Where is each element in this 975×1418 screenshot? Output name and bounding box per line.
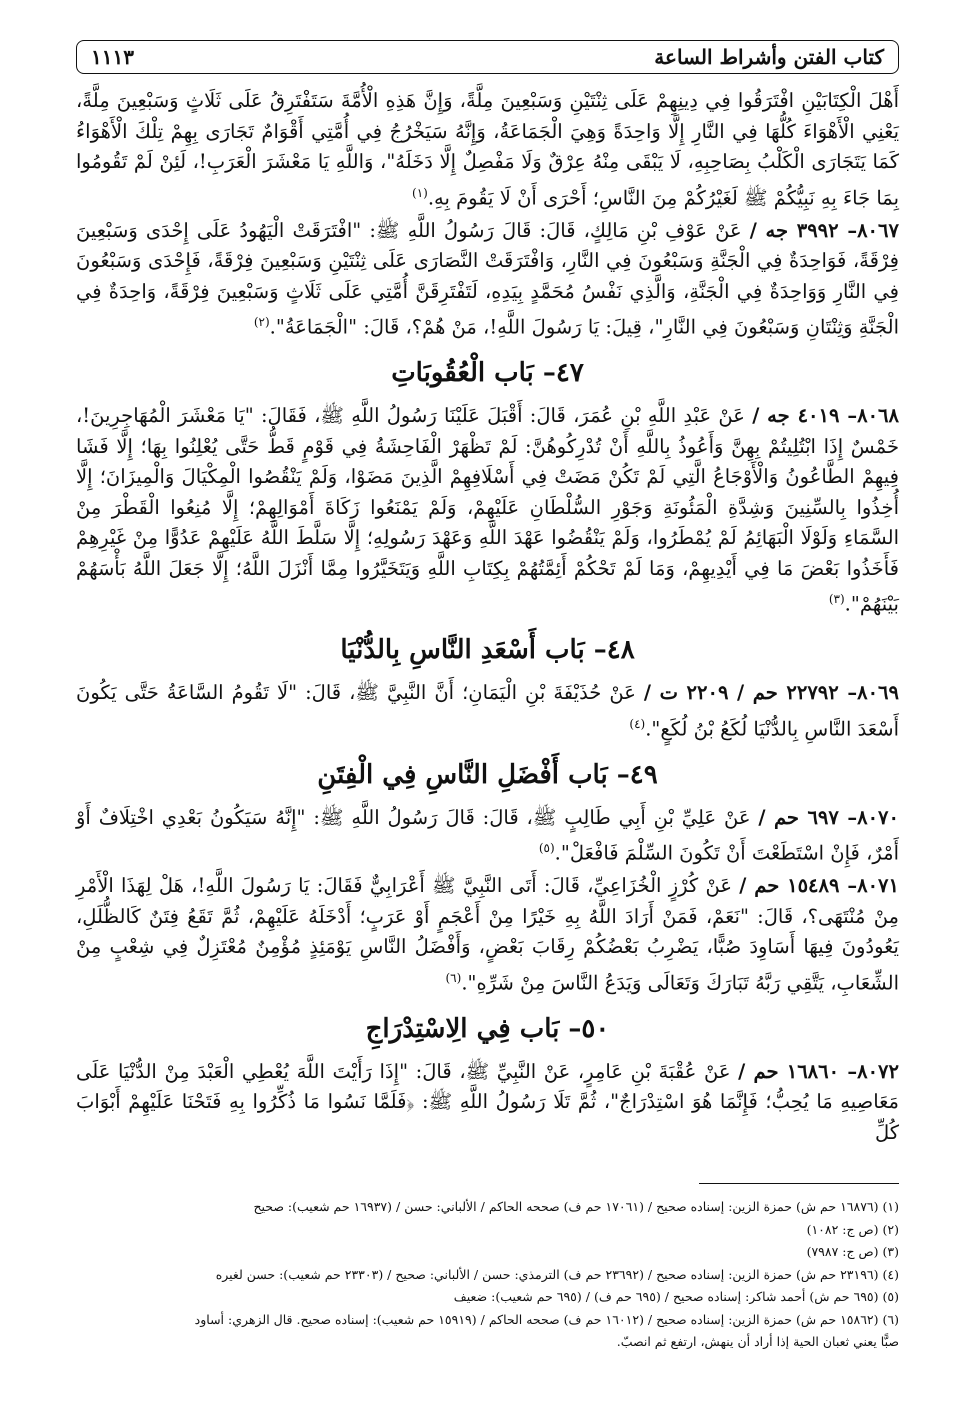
intro-paragraph xyxy=(76,86,899,214)
running-header xyxy=(76,40,899,74)
hadith-number: ٨٠٧١– ١٥٤٨٩ حم / xyxy=(739,874,899,897)
footnote-ref[interactable]: (١) xyxy=(412,185,428,200)
hadith-8071 xyxy=(76,871,899,999)
chapter-heading-48: ٤٨– بَاب أَسْعَدِ النَّاسِ بِالدُّنْيَا xyxy=(340,635,635,665)
hadith-text: عَنْ عَبْدِ اللَّهِ بْنِ عُمَرَ، قَالَ: أَقْبَلَ عَلَيْنَا رَسُولُ اللَّهِ ﷺ، فَقَالَ: "يَا مَعْشَرَ الْمُهَاجِرِينَ!، خَمْسٌ إِذَا ابْتُلِيتُمْ بِهِنَّ وَأَعُوذُ بِاللَّهِ أَنْ تُدْرِكُوهُنَّ: لَمْ تَظْهَرْ الْفَاحِشَةُ فِي قَوْمٍ قَطُّ حَتَّى يُعْلِنُوا بِهَا؛ إِلَّا فَشَا فِيهِمْ الطَّاعُونُ وَالْأَوْجَاعُ الَّتِي لَمْ تَكُنْ مَضَتْ فِي أَسْلَافِهِمْ الَّذِينَ مَضَوْا، وَلَمْ يَنْقُصُوا الْمِكْيَالَ وَالْمِيزَانَ؛ إِلَّا أُخِذُوا بِالسِّنِينَ وَشِدَّةِ الْمَئُونَةِ وَجَوْرِ السُّلْطَانِ عَلَيْهِمْ، وَلَمْ يَمْنَعُوا زَكَاةَ أَمْوَالِهِمْ؛ إِلَّا مُنِعُوا الْقَطْرَ مِنْ السَّمَاءِ وَلَوْلَا الْبَهَائِمُ لَمْ يُمْطَرُوا، وَلَمْ يَنْقُضُوا عَهْدَ اللَّهِ وَعَهْدَ رَسُولِهِ؛ إِلَّا سَلَّطَ اللَّهُ عَلَيْهِمْ عَدُوًّا مِنْ غَيْرِهِمْ فَأَخَذُوا بَعْضَ مَا فِي أَيْدِيهِمْ، وَمَا لَمْ تَحْكُمْ أَئِمَّتُهُمْ بِكِتَابِ اللَّهِ وَيَتَخَيَّرُوا مِمَّا أَنْزَلَ اللَّهُ؛ إِلَّا جَعَلَ اللَّهُ بَأْسَهُمْ بَيْنَهُمْ". xyxy=(76,404,899,616)
hadith-8068 xyxy=(76,401,899,620)
chapter-heading-49: ٤٩– بَاب أَفْضَلِ النَّاسِ فِي الْفِتَنِ xyxy=(317,759,658,790)
footnote-3: (٣) (ص ج: ٧٩٨٧) xyxy=(806,1244,899,1259)
footnote-divider xyxy=(699,1183,899,1184)
hadith-number: ٨٠٦٨– ٤٠١٩ جه / xyxy=(752,404,899,427)
hadith-text: عَنْ حُذَيْفَةَ بْنِ الْيَمَانِ؛ أَنَّ النَّبِيَّ ﷺ، قَالَ: "لَا تَقُومُ السَّاعَةُ حَتَّى يَكُونَ أَسْعَدَ النَّاسِ بِالدُّنْيَا لُكَعُ بْنُ لُكَعٍ". xyxy=(76,681,899,740)
book-title: كتاب الفتن وأشراط الساعة xyxy=(654,45,884,69)
hadith-8067 xyxy=(76,216,899,344)
footnote-ref[interactable]: (٥) xyxy=(538,841,555,855)
hadith-number: ٨٠٦٧– ٣٩٩٢ جه / xyxy=(749,218,899,242)
hadith-text: عَنْ عَلِيِّ بْنِ أَبِي طَالِبٍ ﷺ، قَالَ: قَالَ رَسُولُ اللَّهِ ﷺ: "إِنَّهُ سَيَكُونُ بَعْدِي اخْتِلَافٌ أَوْ أَمْرٌ، فَإِنْ اسْتَطَعْتَ أَنْ تَكُونَ السِّلْمَ فَافْعَلْ". xyxy=(76,805,899,865)
hadith-number: ٨٠٧٠– ٦٩٧ حم / xyxy=(758,805,899,829)
chapter-heading-47: ٤٧– بَاب الْعُقُوبَاتِ xyxy=(391,358,584,388)
hadith-number: ٨٠٦٩– ٢٢٧٩٢ حم / ٢٢٠٩ ت / xyxy=(643,681,899,704)
footnote-5: (٥) (٦٩٥ حم ش) أحمد شاكر: إسناده صحيح / (٦٩٥ حم ف) / (٦٩٥ حم شعيب): ضعيف xyxy=(453,1289,899,1304)
hadith-8072 xyxy=(76,1057,899,1149)
footnote-ref[interactable]: (٦) xyxy=(445,970,462,985)
footnote-4: (٤) (٢٣١٩٦ حم ش) حمزة الزين: إسناده صحيح / (٢٣٦٩٢ حم ف) الترمذي: حسن / الألباني: صحيح / (٢٣٣٠٣ حم شعيب): حسن لغيره xyxy=(215,1266,899,1282)
chapter-heading-50: ٥٠– بَاب فِي الِاسْتِدْرَاجِ xyxy=(365,1013,610,1044)
hadith-8069 xyxy=(76,678,899,745)
main-text xyxy=(76,86,899,1148)
footnote-1: (١) (١٦٨٧٦ حم ش) حمزة الزين: إسناده صحيح / (١٧٠٦١ حم ف) صححه الحاكم / الألباني: حسن / (١٦٩٣٧ حم شعيب): صحيح xyxy=(253,1199,899,1214)
footnote-6-continued: صبًّا يعني ثعبان الحية إذا أراد أن ينهش، ارتفع ثم انصبّ. xyxy=(616,1334,899,1349)
footnotes-section xyxy=(76,1183,899,1354)
footnote-ref[interactable]: (٢) xyxy=(253,315,270,329)
footnote-ref[interactable]: (٤) xyxy=(629,716,646,731)
hadith-8070 xyxy=(76,803,899,870)
hadith-text: عَنْ عُقْبَةَ بْنِ عَامِرٍ، عَنْ النَّبِيِّ ﷺ، قَالَ: "إِذَا رَأَيْتَ اللَّهَ يُعْطِي الْعَبْدَ مِنْ الدُّنْيَا عَلَى مَعَاصِيهِ مَا يُحِبُّ؛ فَإِنَّمَا هُوَ اسْتِدْرَاجٌ"، ثُمَّ تَلَا رَسُولُ اللَّهِ ﷺ: ﴿فَلَمَّا نَسُوا مَا ذُكِّرُوا بِهِ فَتَحْنَا عَلَيْهِمْ أَبْوَابَ كُلِّ xyxy=(76,1059,899,1144)
footnote-6: (٦) (١٥٨٦٢ حم ش) حمزة الزين: إسناده صحيح / (١٦٠١٢ حم ف) صححه الحاكم / (١٥٩١٩ حم شعيب): إسناده صحيح. قال الزهري: أساود xyxy=(194,1311,899,1327)
footnote-2: (٢) (ص ج: ١٠٨٢) xyxy=(806,1221,899,1237)
footnote-ref[interactable]: (٣) xyxy=(828,592,845,606)
hadith-text: عَنْ عَوْفِ بْنِ مَالِكٍ، قَالَ: قَالَ رَسُولُ اللَّهِ ﷺ: "افْتَرَقَتْ الْيَهُودُ عَلَى إِحْدَى وَسَبْعِينَ فِرْقَةً، فَوَاحِدَةٌ فِي الْجَنَّةِ وَسَبْعُونَ فِي النَّارِ، وَافْتَرَقَتْ النَّصَارَى عَلَى ثِنْتَيْنِ وَسَبْعِينَ فِرْقَةً، فَإِحْدَى وَسَبْعُونَ فِي النَّارِ وَوَاحِدَةٌ فِي الْجَنَّةِ، وَالَّذِي نَفْسُ مُحَمَّدٍ بِيَدِهِ، لَتَفْتَرِقَنَّ أُمَّتِي عَلَى ثَلَاثٍ وَسَبْعِينَ فِرْقَةً، وَاحِدَةٌ فِي الْجَنَّةِ وَثِنْتَانِ وَسَبْعُونَ فِي النَّارِ"، قِيلَ: يَا رَسُولَ اللَّهِ!، مَنْ هُمْ؟، قَالَ: "الْجَمَاعَةُ". xyxy=(76,218,899,339)
hadith-text: عَنْ كُرْزٍ الْخُزَاعِيِّ، قَالَ: أَتَى النَّبِيَّ ﷺ أَعْرَابِيٌّ فَقَالَ: يَا رَسُولَ اللَّهِ!، هَلْ لِهَذَا الْأَمْرِ مِنْ مُنْتَهَى؟، قَالَ: "نَعَمْ، فَمَنْ أَرَادَ اللَّهُ بِهِ خَيْرًا مِنْ أَعْجَمٍ أَوْ عَرَبٍ؛ أَدْخَلَهُ عَلَيْهِمْ، ثُمَّ تَقَعُ فِتَنٌ كَالظُّلَلِ، يَعُودُونَ فِيهَا أَسَاوِدَ صُبًّا، يَضْرِبُ بَعْضُكُمْ رِقَابَ بَعْضٍ، وَأَفْضَلُ النَّاسِ يَوْمَئِذٍ مُؤْمِنٌ مُعْتَزِلٌ فِي شِعْبٍ مِنْ الشِّعَابِ، يَتَّقِي رَبَّهُ تَبَارَكَ وَتَعَالَى وَيَدَعُ النَّاسَ مِنْ شَرِّهِ". xyxy=(76,874,899,994)
hadith-number: ٨٠٧٢– ١٦٨٦٠ حم / xyxy=(738,1059,899,1083)
paragraph-text: أَهْلَ الْكِتَابَيْنِ افْتَرَقُوا فِي دِينِهِمْ عَلَى ثِنْتَيْنِ وَسَبْعِينَ مِلَّةً، وَإِنَّ هَذِهِ الْأُمَّةَ سَتَفْتَرِقُ عَلَى ثَلَاثٍ وَسَبْعِينَ مِلَّةً، يَعْنِي الْأَهْوَاءَ كُلُّهَا فِي النَّارِ إِلَّا وَاحِدَةً وَهِيَ الْجَمَاعَةُ، وَإِنَّهُ سَيَخْرُجُ فِي أُمَّتِي أَقْوَامٌ تَجَارَى بِهِمْ تِلْكَ الْأَهْوَاءُ كَمَا يَتَجَارَى الْكَلْبُ بِصَاحِبِهِ، لَا يَبْقَى مِنْهُ عِرْقٌ وَلَا مَفْصِلٌ إِلَّا دَخَلَهُ"، وَاللَّهِ يَا مَعْشَرَ الْعَرَبِ!، لَئِنْ لَمْ تَقُومُوا بِمَا جَاءَ بِهِ نَبِيُّكُمْ ﷺ لَغَيْرُكُمْ مِنَ النَّاسِ؛ أَحْرَى أَنْ لَا يَقُومَ بِهِ. xyxy=(76,89,899,209)
page-number: ١١١٣ xyxy=(91,45,134,69)
